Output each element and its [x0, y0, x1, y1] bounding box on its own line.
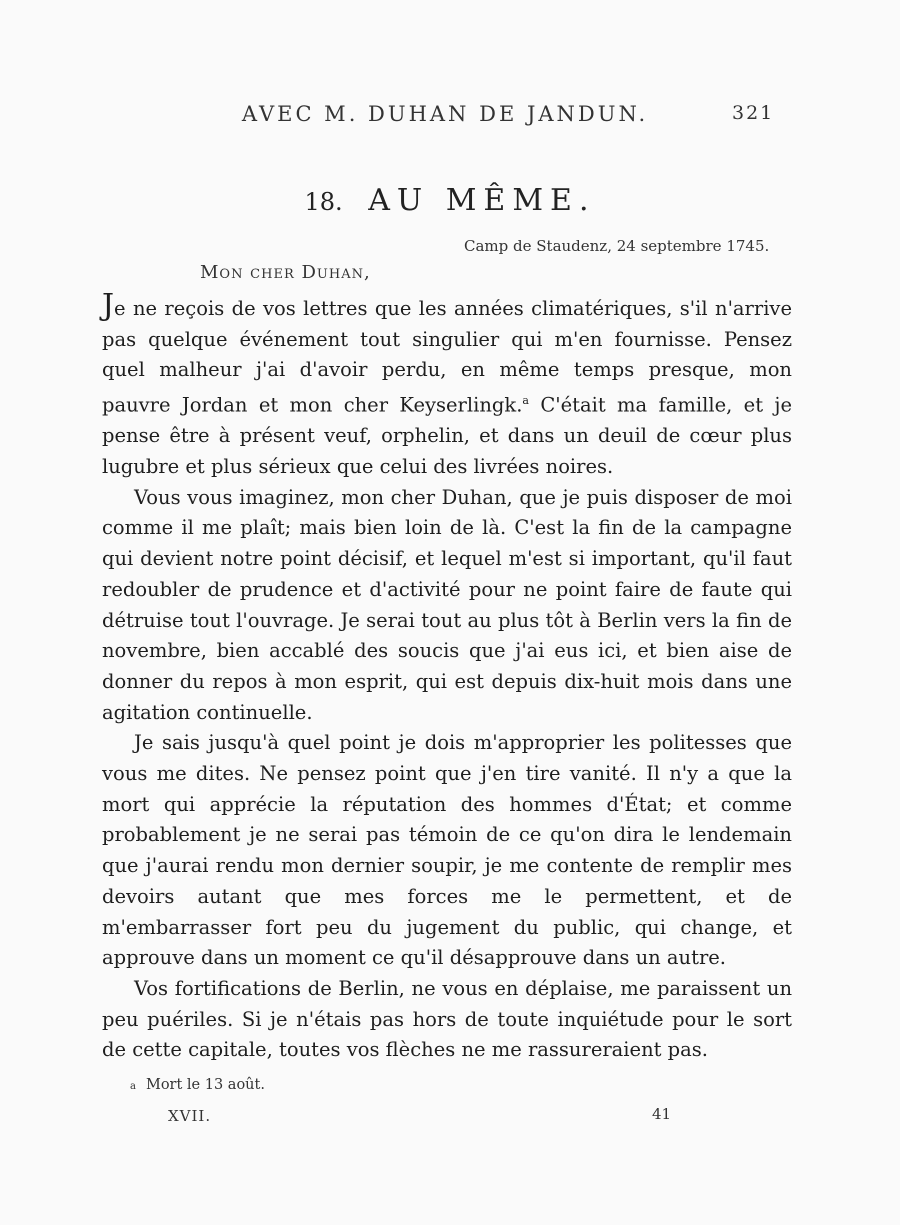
footnote-text: Mort le 13 août.: [145, 1077, 265, 1093]
letter-number: 18.: [304, 188, 343, 216]
paragraph-4: Vos fortifications de Berlin, ne vous en déplaise, me paraissent un peu puériles. Si je n'étais pas hors de toute inquiétude pour le sort de cette capitale, toutes vos flèches ne me rassureraient pas.: [102, 976, 792, 1062]
paragraph-3: Je sais jusqu'à quel point je dois m'approprier les politesses que vous me dites. Ne pensez point que j'en tire vanité. Il n'y a que la mort qui apprécie la réputation des hommes d'État; et comme probablement je ne serai pas témoin de ce qu'on dira le lendemain que j'aurai rendu mon dernier soupir, je me contente de remplir mes devoirs autant que mes forces me le permettent, et de m'embarrasser fort peu du jugement du public, qui change, et approuve dans un moment ce qu'il désapprouve dans un autre.: [102, 731, 792, 970]
salutation: Mon cher Duhan,: [200, 262, 371, 283]
paragraph-1: [102, 288, 792, 483]
drop-cap: J: [102, 288, 115, 323]
paragraph-1-text-b: C'était ma famille, et je pense être à présent veuf, orphelin, et dans un deuil de cœur plus lugubre et plus sérieux que celui des livrées noires.: [102, 393, 792, 479]
dateline: Camp de Staudenz, 24 septembre 1745.: [464, 237, 770, 255]
footnote: [130, 1077, 265, 1093]
sheet-number: 41: [652, 1105, 672, 1123]
volume-signature: XVII.: [168, 1107, 212, 1125]
letter-title: AU MÊME.: [368, 183, 596, 218]
paragraph-1-text-a: e ne reçois de vos lettres que les années climatériques, s'il n'arrive pas quelque événement tout singulier qui m'en fournisse. Pensez quel malheur j'ai d'avoir perdu, en même temps presque, mon pauvre Jordan et mon cher Keyserlingk.: [102, 297, 792, 417]
running-head: AVEC M. DUHAN DE JANDUN.: [241, 102, 649, 126]
footnote-reference: a: [522, 394, 529, 408]
footnote-mark: a: [130, 1081, 136, 1092]
letter-body: [102, 288, 792, 1066]
letter-heading: [100, 183, 800, 218]
page-number: 321: [732, 102, 775, 124]
paragraph-2: Vous vous imaginez, mon cher Duhan, que je puis disposer de moi comme il me plaît; mais bien loin de là. C'est la fin de la campagne qui devient notre point décisif, et lequel m'est si important, qu'il faut redoubler de prudence et d'activité pour ne point faire de faute qui détruise tout l'ouvrage. Je serai tout au plus tôt à Berlin vers la fin de novembre, bien accablé des soucis que j'ai eus ici, et bien aise de donner du repos à mon esprit, qui est depuis dix-huit mois dans une agitation continuelle.: [102, 485, 792, 724]
